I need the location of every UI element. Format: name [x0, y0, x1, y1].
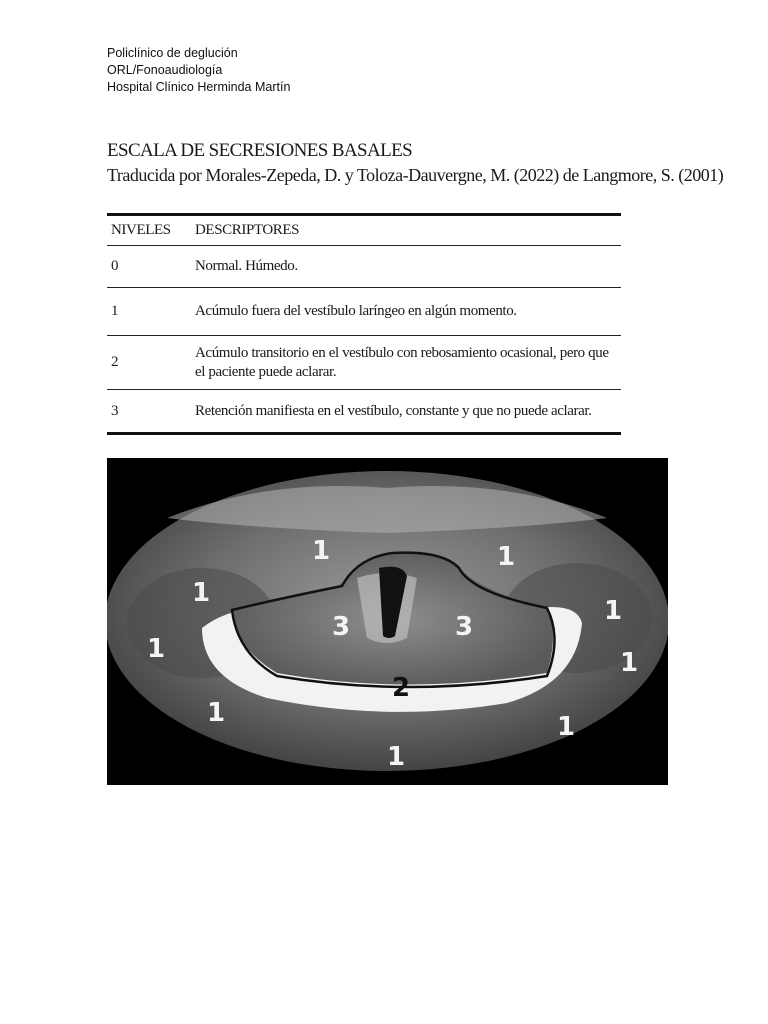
- level-label: 1: [604, 596, 623, 626]
- level-label: 1: [192, 578, 211, 608]
- scale-subtitle: Traducida por Morales-Zepeda, D. y Toloza-Dauvergne, M. (2022) de Langmore, S. (2001): [107, 165, 724, 185]
- laryngeal-endoscopy-figure: [107, 458, 668, 785]
- level-label: 1: [207, 698, 226, 728]
- level-label: 1: [497, 542, 516, 572]
- secretion-scale-table: [107, 213, 621, 435]
- level-cell: 1: [107, 288, 191, 336]
- level-label: 2: [392, 673, 411, 703]
- header-line-2: ORL/Fonoaudiología: [107, 63, 223, 77]
- header-descriptores: DESCRIPTORES: [191, 215, 621, 246]
- descriptor-cell: Acúmulo fuera del vestíbulo laríngeo en algún momento.: [191, 288, 621, 336]
- table-row: [107, 246, 621, 288]
- level-label: 1: [312, 536, 331, 566]
- table-row: [107, 288, 621, 336]
- descriptor-cell: Acúmulo transitorio en el vestíbulo con rebosamiento ocasional, pero que el paciente puede aclarar.: [191, 336, 621, 390]
- endoscopy-image: [107, 458, 668, 785]
- level-label: 1: [147, 634, 166, 664]
- institution-header: [107, 45, 290, 96]
- descriptor-cell: Retención manifiesta en el vestíbulo, constante y que no puede aclarar.: [195, 402, 592, 419]
- level-cell: 2: [107, 336, 191, 390]
- table-row: [107, 336, 621, 390]
- table-header-row: [107, 215, 621, 246]
- scale-title: ESCALA DE SECRESIONES BASALES: [107, 140, 413, 161]
- level-label: 3: [455, 612, 474, 642]
- header-line-1: Policlínico de deglución: [107, 46, 238, 60]
- level-label: 1: [620, 648, 639, 678]
- level-label: 1: [557, 712, 576, 742]
- level-cell: 0: [107, 246, 191, 288]
- level-cell: 3: [111, 402, 119, 419]
- level-label: 1: [387, 742, 406, 772]
- header-niveles: NIVELES: [107, 215, 191, 246]
- header-line-3: Hospital Clínico Herminda Martín: [107, 80, 291, 94]
- level-label: 3: [332, 612, 351, 642]
- descriptor-cell: Normal. Húmedo.: [191, 246, 621, 288]
- table-row: [107, 390, 621, 434]
